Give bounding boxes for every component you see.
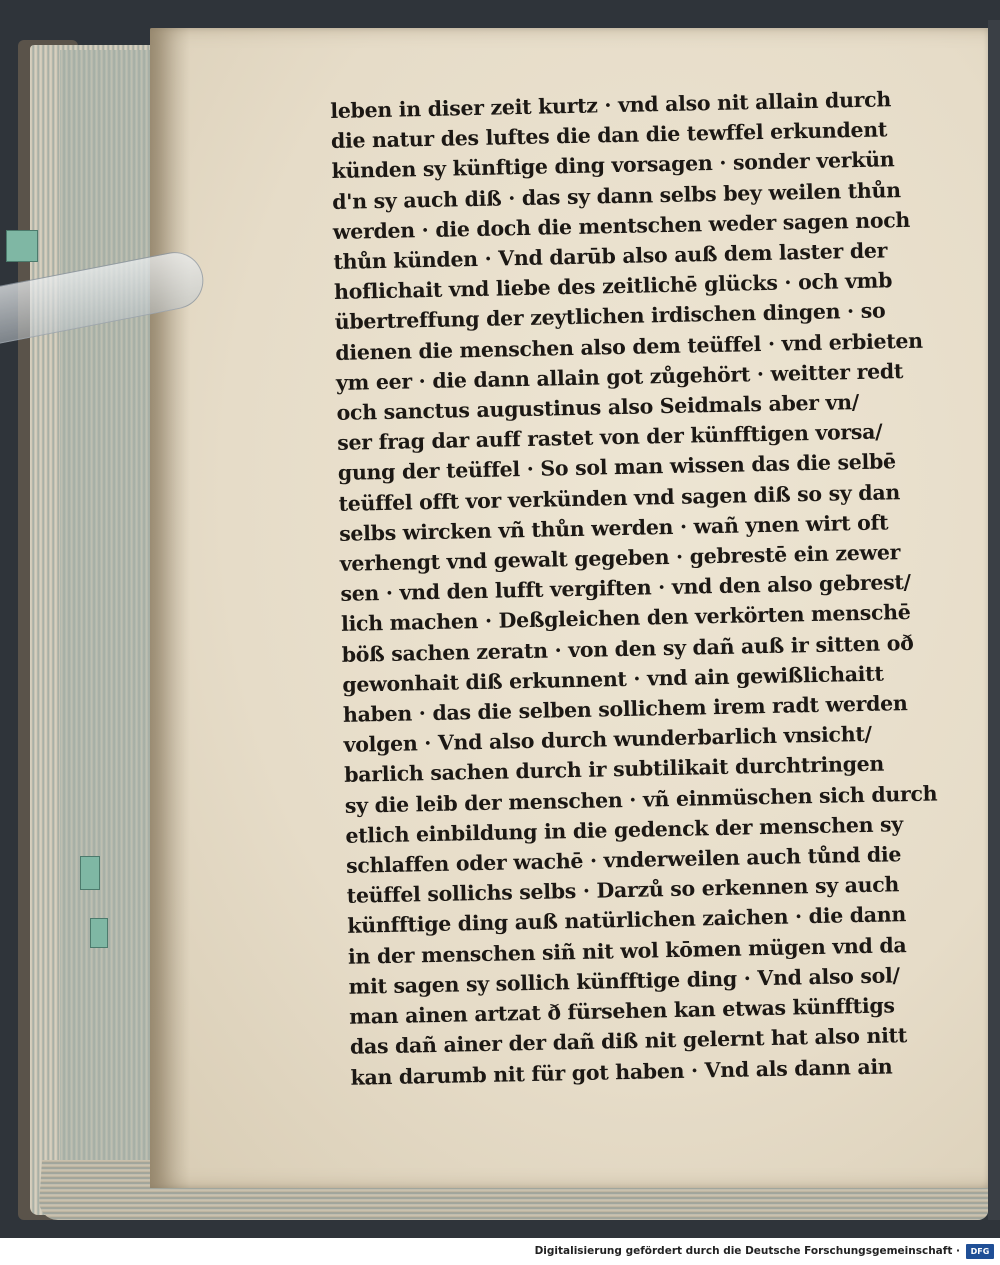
text-line: künfftige ding auß natürlichen zaichen · die dann: [347, 902, 907, 939]
text-line: leben in diser zeit kurtz · vnd also nit allain durch: [330, 87, 892, 123]
text-line: hoflichait vnd liebe des zeitlichē glücks · och vmb: [333, 268, 893, 305]
text-line: man ainen artzat ð fürsehen kan etwas künfftigs: [349, 993, 895, 1029]
text-line: thůn künden · Vnd darūb also auß dem laster der: [333, 238, 888, 274]
text-line: ym eer · die dann allain got zůgehört · weitter redt: [335, 358, 904, 395]
text-line: sy die leib der menschen · vñ einmüschen sich durch: [344, 781, 938, 818]
marker-tab: [80, 856, 100, 890]
text-line: selbs wircken vñ thůn werden · wañ ynen wirt oft: [338, 510, 889, 546]
text-line: teüffel sollichs selbs · Darzů so erkennen sy auch: [346, 872, 900, 909]
text-line: künden sy künftige ding vorsagen · sonder verkün: [331, 147, 895, 184]
text-line: barlich sachen durch ir subtilikait durchtringen: [343, 752, 885, 788]
text-line: die natur des luftes die dan die tewffel erkundent: [330, 117, 888, 154]
right-background-edge: [988, 20, 1000, 1220]
marker-tab: [6, 230, 38, 262]
text-line: werden · die doch die mentschen weder sagen noch: [332, 207, 911, 244]
text-line: ser frag dar auff rastet von der künfftigen vorsa/: [337, 419, 883, 456]
funding-credit: Digitalisierung gefördert durch die Deutsche Forschungsgemeinschaft ·: [534, 1245, 960, 1257]
text-line: och sanctus augustinus also Seidmals aber vn/: [336, 390, 860, 425]
dfg-logo: DFG: [966, 1244, 994, 1259]
gutter-shadow: [150, 28, 190, 1188]
text-line: d'n sy auch diß · das sy dann selbs bey weilen thůn: [331, 177, 901, 214]
text-line: teüffel offt vor verkünden vnd sagen diß so sy dan: [338, 479, 901, 516]
text-line: mit sagen sy sollich künfftige ding · Vnd also sol/: [348, 963, 900, 999]
text-line: haben · das die selben sollichem irem radt werden: [342, 691, 908, 727]
footer-bar: [0, 1238, 1000, 1265]
text-line: verhengt vnd gewalt gegeben · gebrestē ein zewer: [339, 540, 901, 576]
text-line: gung der teüffel · So sol man wissen das die selbē: [337, 449, 896, 486]
text-line: übertreffung der zeytlichen irdischen dingen · so: [334, 298, 886, 335]
page-edges-shading: [60, 50, 160, 1180]
marker-tab: [90, 918, 108, 948]
page-text: [330, 83, 961, 1092]
text-line: dienen die menschen also dem teüffel · vnd erbieten: [335, 328, 923, 365]
text-line: kan darumb nit für got haben · Vnd als dann ain: [350, 1053, 893, 1090]
text-line: etlich einbildung in die gedenck der menschen sy: [345, 812, 904, 848]
text-line: volgen · Vnd also durch wunderbarlich vnsicht/: [343, 722, 872, 758]
text-line: böß sachen zeratn · von den sy dañ auß ir sitten oð: [341, 630, 914, 667]
text-line: gewonhait diß erkunnent · vnd ain gewißlichaitt: [342, 661, 884, 697]
text-line: sen · vnd den lufft vergiften · vnd den also gebrest/: [340, 570, 911, 607]
text-line: schlaffen oder wachē · vnderweilen auch tůnd die: [345, 842, 902, 878]
text-line: das dañ ainer der dañ diß nit gelernt hat also nitt: [349, 1023, 908, 1060]
text-line: in der menschen siñ nit wol kōmen mügen vnd da: [347, 932, 907, 969]
text-line: lich machen · Deßgleichen den verkörten menschē: [340, 600, 911, 637]
